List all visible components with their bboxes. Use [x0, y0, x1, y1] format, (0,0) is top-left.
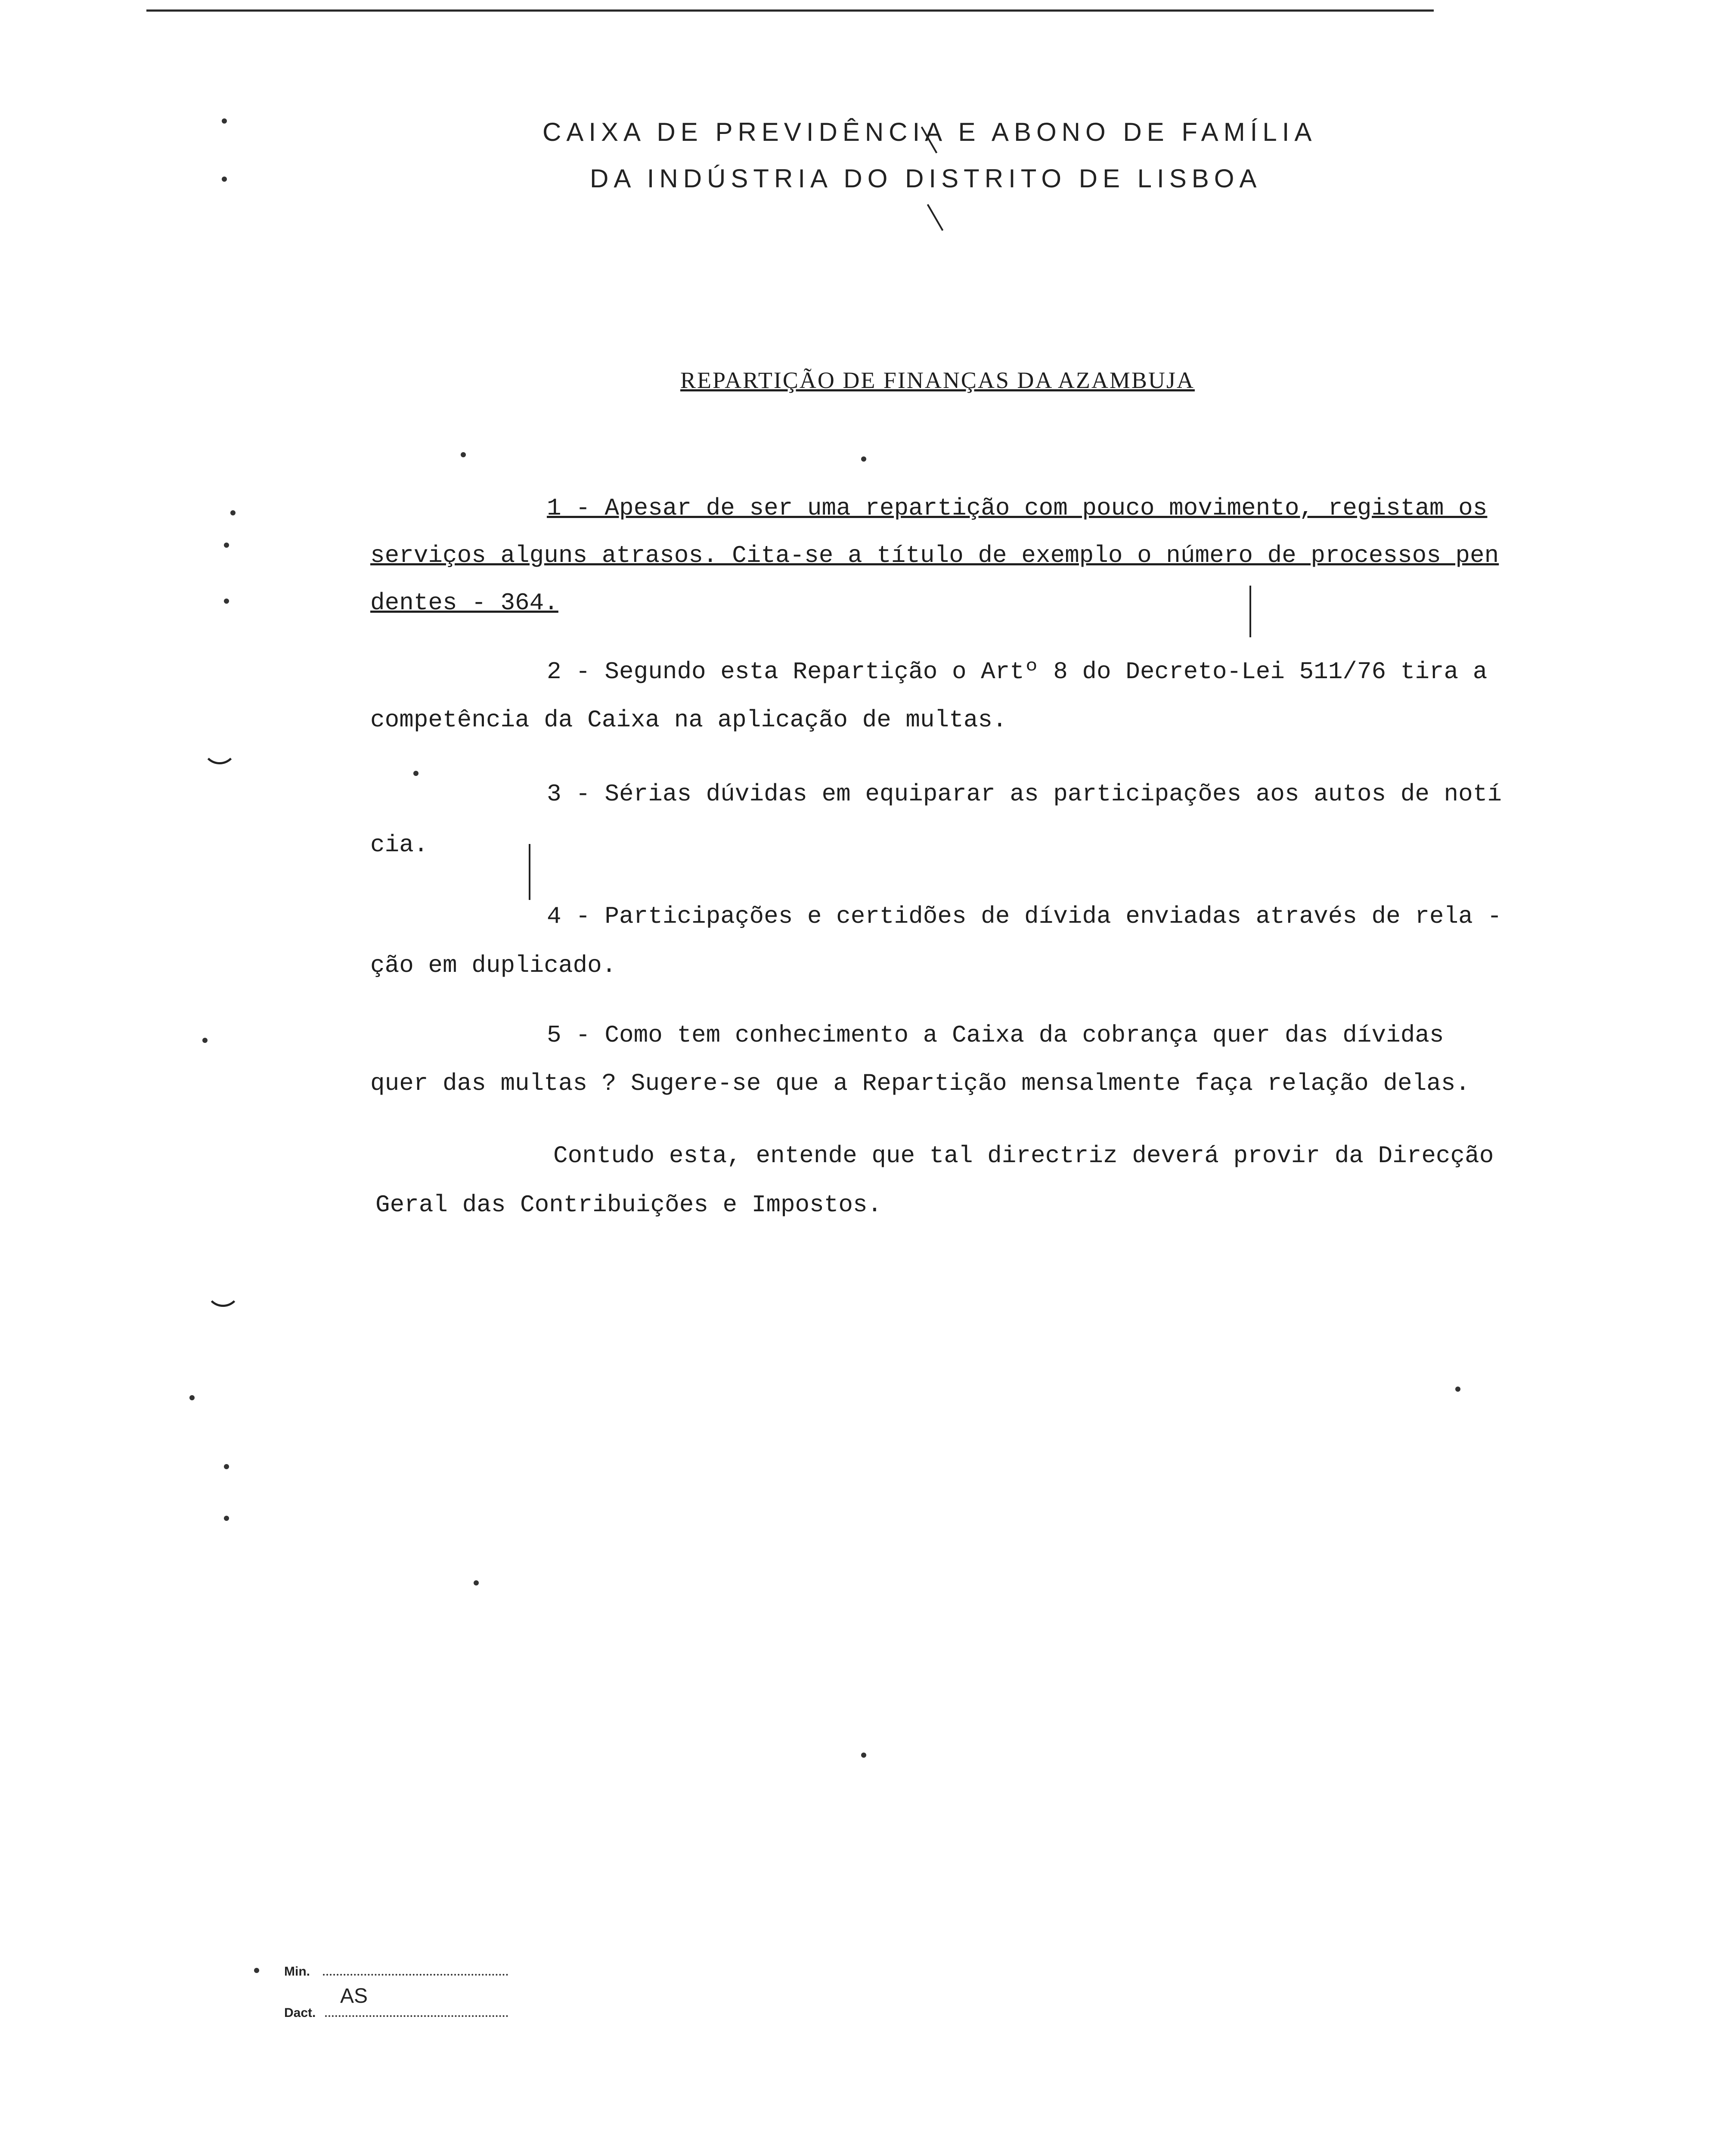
body-line-5: competência da Caixa na aplicação de multas. — [370, 706, 1007, 734]
scan-speck — [222, 118, 227, 124]
body-line-8: 4 - Participações e certidões de dívida enviadas através de rela - — [547, 903, 1502, 930]
min-dotted-line — [323, 1974, 508, 1976]
body-line-7: cia. — [370, 831, 428, 859]
pen-stroke — [529, 844, 530, 900]
scan-speck — [224, 1516, 229, 1521]
scan-speck — [224, 1464, 229, 1469]
scan-speck — [1455, 1387, 1460, 1392]
letterhead-line-1: CAIXA DE PREVIDÊNCIA E ABONO DE FAMÍLIA — [542, 118, 1317, 146]
scan-speck — [202, 1038, 208, 1043]
dact-initials: AS — [340, 1985, 368, 2007]
scan-speck — [254, 1968, 259, 1973]
punch-mark — [206, 1287, 240, 1307]
body-line-2: serviços alguns atrasos. Cita-se a título de exemplo o número de processos pen — [370, 542, 1499, 569]
scan-speck — [861, 1753, 866, 1758]
body-line-1: 1 - Apesar de ser uma repartição com pouco movimento, registam os — [547, 494, 1488, 522]
body-line-6: 3 - Sérias dúvidas em equiparar as participações aos autos de notí — [547, 780, 1502, 808]
body-line-4: 2 - Segundo esta Repartição o Artº 8 do Decreto-Lei 511/76 tira a — [547, 658, 1488, 686]
min-label: Min. — [284, 1964, 310, 1979]
dact-dotted-line — [325, 2015, 508, 2017]
top-rule — [146, 9, 1434, 12]
body-line-10: 5 - Como tem conhecimento a Caixa da cobrança quer das dívidas — [547, 1021, 1444, 1049]
body-line-11: quer das multas ? Sugere-se que a Repartição mensalmente faça relação delas. — [370, 1070, 1470, 1097]
scan-speck — [474, 1580, 479, 1585]
scan-speck — [230, 510, 236, 515]
body-line-13: Geral das Contribuições e Impostos. — [375, 1191, 882, 1219]
pen-stroke — [1249, 586, 1251, 637]
letterhead-line-2: DA INDÚSTRIA DO DISTRITO DE LISBOA — [590, 164, 1262, 193]
body-line-9: ção em duplicado. — [370, 952, 617, 979]
scan-speck — [461, 452, 466, 457]
pen-stroke — [927, 204, 943, 231]
dact-label: Dact. — [284, 2006, 316, 2020]
scan-speck — [413, 771, 418, 776]
scan-speck — [861, 456, 866, 462]
scan-speck — [189, 1395, 195, 1400]
body-line-12: Contudo esta, entende que tal directriz deverá provir da Direcção — [553, 1142, 1494, 1170]
document-title: REPARTIÇÃO DE FINANÇAS DA AZAMBUJA — [680, 367, 1195, 393]
scan-speck — [224, 543, 229, 548]
punch-mark — [202, 745, 237, 764]
scan-speck — [224, 599, 229, 604]
scan-speck — [222, 177, 227, 182]
body-line-3: dentes - 364. — [370, 589, 558, 617]
